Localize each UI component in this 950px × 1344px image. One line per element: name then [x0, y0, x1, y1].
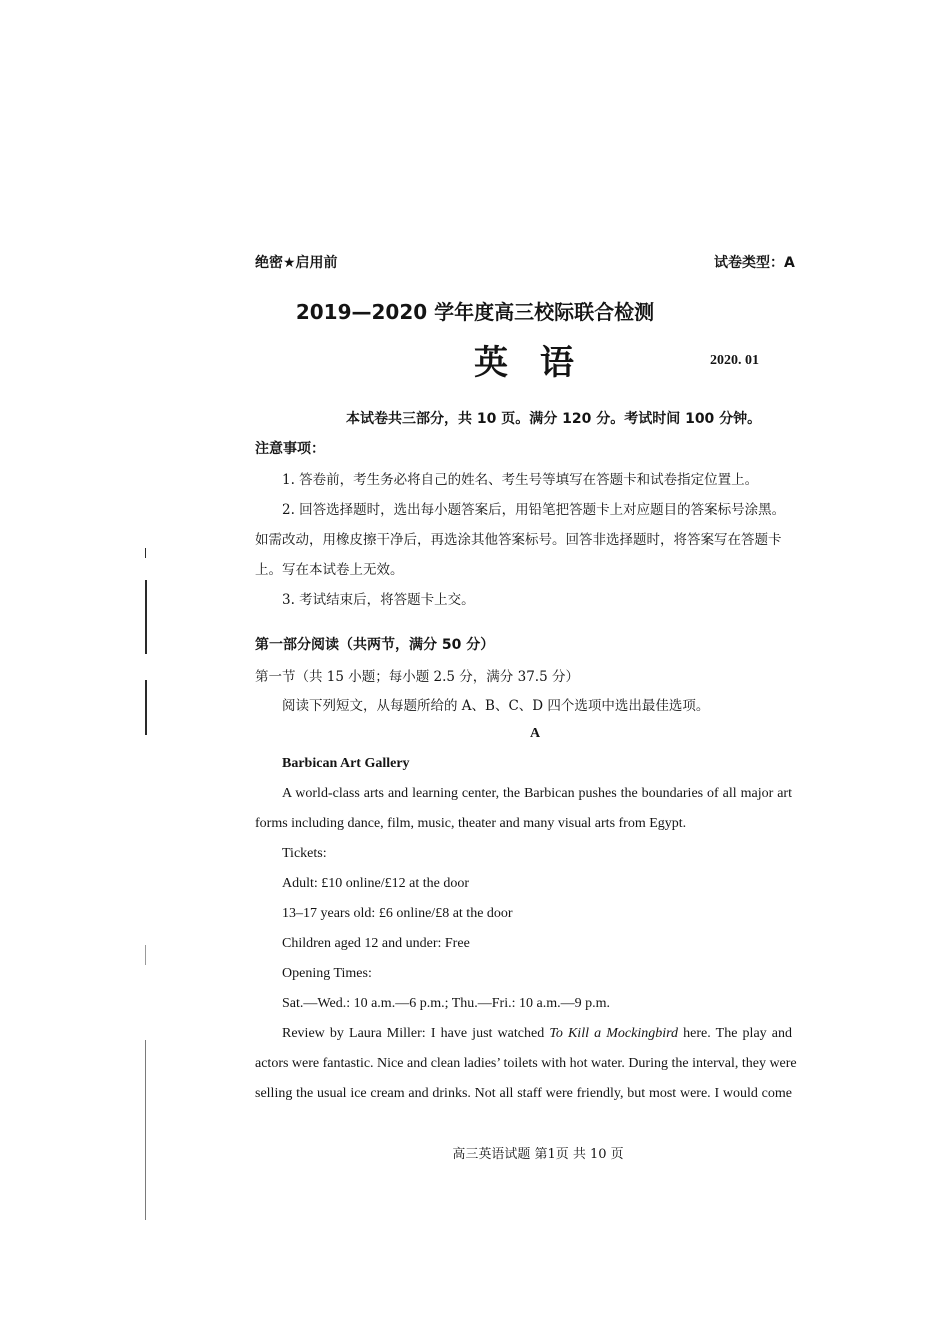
confidential-label: 绝密★启用前	[255, 255, 338, 271]
review-intro: Review by Laura Miller: I have just watched	[282, 1026, 550, 1041]
review-line-3: selling the usual ice cream and drinks. Not all staff were friendly, but most were. I would come	[255, 1086, 792, 1101]
passage-p1-line-2: forms including dance, film, music, theater and many visual arts from Egypt.	[255, 816, 687, 831]
passage-p1-line-1: A world-class arts and learning center, the Barbican pushes the boundaries of all major art	[282, 786, 792, 801]
section1-heading: 第一节（共 15 小题；每小题 2.5 分，满分 37.5 分）	[255, 669, 579, 685]
passage-title: Barbican Art Gallery	[282, 756, 410, 771]
exam-title: 2019—2020 学年度高三校际联合检测	[295, 300, 655, 324]
part1-heading: 第一部分阅读（共两节，满分 50 分）	[255, 637, 495, 653]
notice-item-2-line-2: 如需改动，用橡皮擦干净后，再选涂其他答案标号。回答非选择题时，将答案写在答题卡	[255, 532, 782, 548]
page-footer: 高三英语试题 第1页 共 10 页	[452, 1147, 624, 1162]
review-line-1-end: here. The play and	[678, 1026, 793, 1041]
subject-title: 英 语	[474, 343, 584, 383]
ticket-adult: Adult: £10 online/£12 at the door	[282, 876, 470, 891]
review-line-1	[282, 1026, 792, 1042]
scan-mark	[145, 1040, 146, 1220]
scan-mark	[145, 580, 147, 654]
tickets-label: Tickets:	[282, 846, 327, 861]
exam-date: 2020. 01	[710, 353, 759, 368]
passage-label: A	[530, 726, 541, 741]
opening-times-label: Opening Times:	[282, 966, 372, 981]
ticket-teens: 13–17 years old: £6 online/£8 at the door	[282, 906, 513, 921]
review-play-title: To Kill a Mockingbird	[549, 1026, 679, 1041]
notice-item-2-line-1: 2. 回答选择题时，选出每小题答案后，用铅笔把答题卡上对应题目的答案标号涂黑。	[282, 502, 786, 518]
reading-instruction: 阅读下列短文，从每题所给的 A、B、C、D 四个选项中选出最佳选项。	[282, 698, 710, 714]
scan-mark	[145, 548, 146, 558]
scan-mark	[145, 680, 147, 735]
exam-intro: 本试卷共三部分，共 10 页。满分 120 分。考试时间 100 分钟。	[346, 411, 762, 427]
scan-mark	[145, 945, 146, 965]
paper-type-label: 试卷类型：A	[714, 255, 795, 271]
opening-times: Sat.—Wed.: 10 a.m.—6 p.m.; Thu.—Fri.: 10 a.m.—9 p.m.	[282, 996, 610, 1011]
notice-item-2-line-3: 上。写在本试卷上无效。	[255, 562, 404, 578]
notice-heading: 注意事项：	[255, 441, 325, 457]
notice-item-3: 3. 考试结束后，将答题卡上交。	[282, 592, 475, 608]
review-line-2: actors were fantastic. Nice and clean ladies’ toilets with hot water. During the interval, they were	[255, 1056, 797, 1071]
notice-item-1: 1. 答卷前，考生务必将自己的姓名、考生号等填写在答题卡和试卷指定位置上。	[282, 472, 759, 488]
ticket-children: Children aged 12 and under: Free	[282, 936, 470, 951]
